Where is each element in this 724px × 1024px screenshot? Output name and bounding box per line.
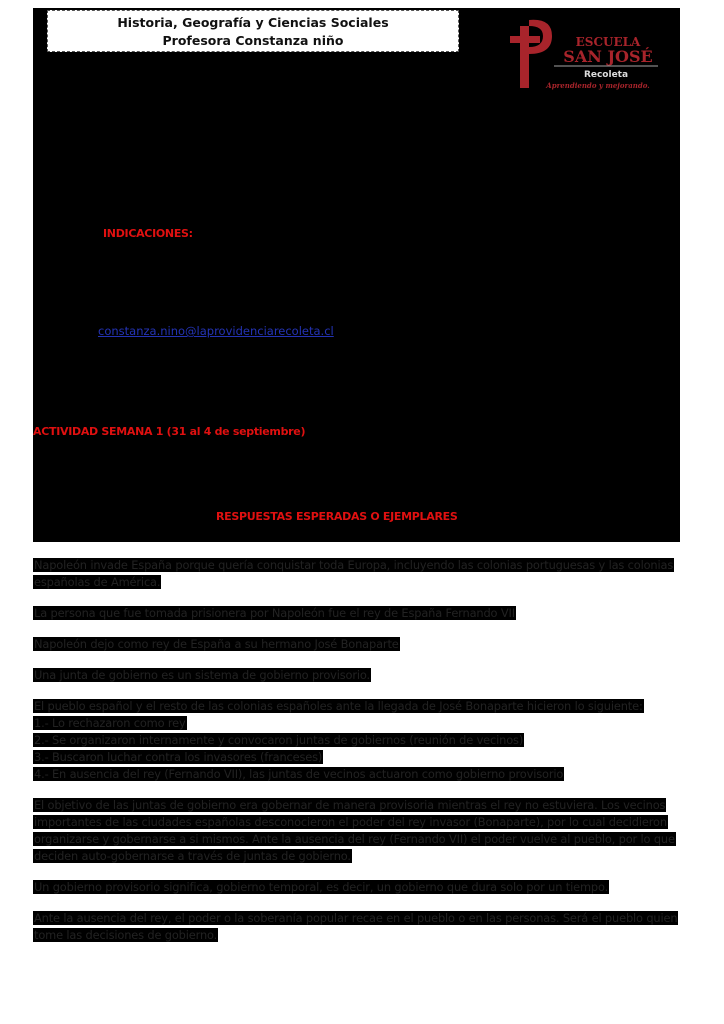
answer-1-line: españolas de América.: [34, 575, 161, 589]
answer-8-line: tome las decisiones de gobierno.: [34, 928, 218, 942]
answer-6: [33, 797, 680, 865]
school-logo: [506, 14, 666, 94]
answer-7: [33, 879, 680, 896]
answer-8: [33, 910, 680, 944]
answer-2: [33, 605, 680, 622]
answer-5-line: 1.- Lo rechazaron como rey: [34, 716, 186, 730]
answer-5-line: El pueblo español y el resto de las colonias españoles ante la llegada de José Bonaparte hicieron lo siguiente:: [34, 699, 643, 713]
answer-7-text: Un gobierno provisorio significa, gobierno temporal, es decir, un gobierno que dura solo por un tiempo.: [34, 880, 609, 894]
answer-5-line: 3.- Buscaron luchar contra los invasores (franceses): [34, 750, 323, 764]
answer-3: [33, 636, 680, 653]
cross-p-icon: [510, 20, 552, 88]
answer-5-line: 2.- Se organizaron internamente y convocaron juntas de gobiernos (reunión de vecinos): [34, 733, 524, 747]
teacher-name: Profesora Constanza niño: [162, 33, 344, 48]
logo-motto: Aprendiendo y mejorando.: [546, 81, 650, 90]
answer-5-line: 4.- En ausencia del rey (Fernando VII), las juntas de vecinos actuaron como gobierno provisorio: [34, 767, 564, 781]
answer-3-text: Napoleón dejo como rey de España a su hermano José Bonaparte: [34, 637, 399, 651]
teacher-email-link[interactable]: constanza.nino@laprovidenciarecoleta.cl: [98, 324, 334, 338]
answer-6-line: deciden auto-gobernarse a través de juntas de gobierno.: [34, 849, 351, 863]
answer-1: [33, 557, 680, 591]
answers-section: [33, 557, 680, 958]
answer-4: [33, 667, 680, 684]
answer-1-line: Napoleón invade España porque quería conquistar toda Europa, incluyendo las colonias portuguesas y las colonias: [34, 558, 674, 572]
answer-5: [33, 698, 680, 783]
answer-4-text: Una junta de gobierno es un sistema de gobierno provisorio.: [34, 668, 370, 682]
answer-6-line: importantes de las ciudades españolas desconocieron el poder del rey invasor (Bonaparte), por lo cual decidieron: [34, 815, 667, 829]
answers-title: RESPUESTAS ESPERADAS O EJEMPLARES: [216, 510, 458, 523]
logo-line2: SAN JOSÉ: [563, 47, 653, 66]
document-header: [47, 10, 459, 52]
indications-heading: INDICACIONES:: [103, 227, 193, 240]
logo-line3: Recoleta: [583, 70, 629, 80]
answer-8-line: Ante la ausencia del rey, el poder o la soberanía popular recae en el pueblo o en las personas. Será el pueblo quien: [34, 911, 678, 925]
answer-6-line: organizarse y gobernarse a si mismos. Ante la ausencia del rey (Fernando VII) el poder vuelve al pueblo, por lo que: [34, 832, 675, 846]
answer-2-text: La persona que fue tomada prisionera por Napoleón fue el rey de España Fernando VII: [34, 606, 515, 620]
subject-title: Historia, Geografía y Ciencias Sociales: [117, 15, 389, 30]
logo-line1: ESCUELA: [575, 35, 641, 49]
answer-6-line: El objetivo de las juntas de gobierno era gobernar de manera provisoria mientras el rey no estuviera. Los vecinos: [34, 798, 666, 812]
activity-heading: ACTIVIDAD SEMANA 1 (31 al 4 de septiembre): [33, 425, 306, 438]
